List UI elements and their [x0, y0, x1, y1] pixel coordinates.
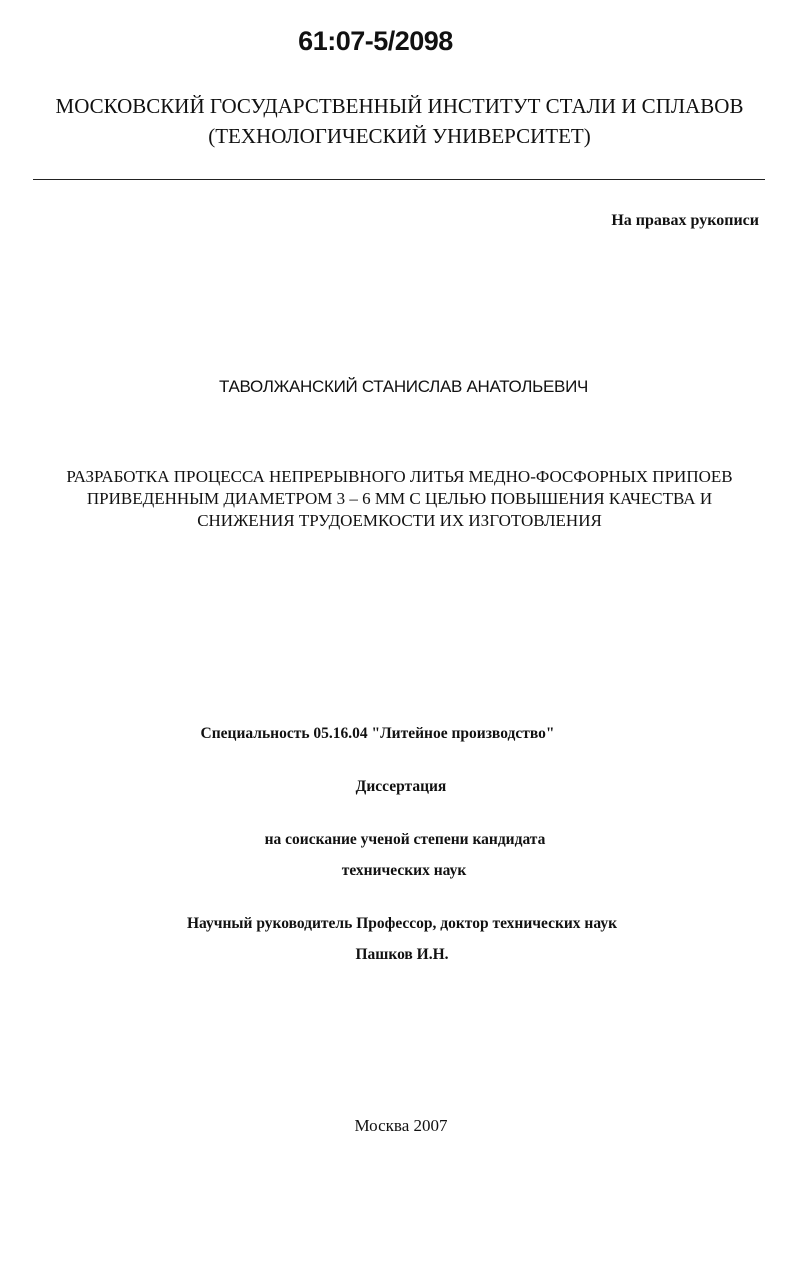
thesis-title-line: ПРИВЕДЕННЫМ ДИАМЕТРОМ 3 – 6 ММ С ЦЕЛЬЮ ПОВЫШЕНИЯ КАЧЕСТВА И	[86, 489, 713, 508]
document-type: Диссертация	[355, 778, 447, 795]
degree-line-1: на соискание ученой степени кандидата	[264, 831, 546, 848]
catalog-code: 61:07-5/2098	[298, 26, 453, 56]
supervisor-title: Научный руководитель Профессор, доктор технических наук	[186, 915, 618, 932]
thesis-title	[0, 466, 799, 532]
city-year: Москва 2007	[354, 1116, 448, 1135]
thesis-title-line: СНИЖЕНИЯ ТРУДОЕМКОСТИ ИХ ИЗГОТОВЛЕНИЯ	[197, 511, 602, 530]
header-divider	[33, 179, 765, 180]
degree-line-2: технических наук	[341, 862, 467, 879]
author-name: ТАВОЛЖАНСКИЙ СТАНИСЛАВ АНАТОЛЬЕВИЧ	[218, 377, 589, 396]
institute-name-line-2: (ТЕХНОЛОГИЧЕСКИЙ УНИВЕРСИТЕТ)	[208, 124, 591, 148]
supervisor-name: Пашков И.Н.	[355, 946, 449, 963]
manuscript-notice: На правах рукописи	[611, 212, 759, 229]
specialty: Специальность 05.16.04 "Литейное производство"	[200, 725, 555, 742]
thesis-title-line: РАЗРАБОТКА ПРОЦЕССА НЕПРЕРЫВНОГО ЛИТЬЯ МЕДНО-ФОСФОРНЫХ ПРИПОЕВ	[66, 467, 733, 486]
institute-name-line-1: МОСКОВСКИЙ ГОСУДАРСТВЕННЫЙ ИНСТИТУТ СТАЛИ И СПЛАВОВ	[55, 94, 744, 118]
institute-name	[0, 91, 799, 151]
